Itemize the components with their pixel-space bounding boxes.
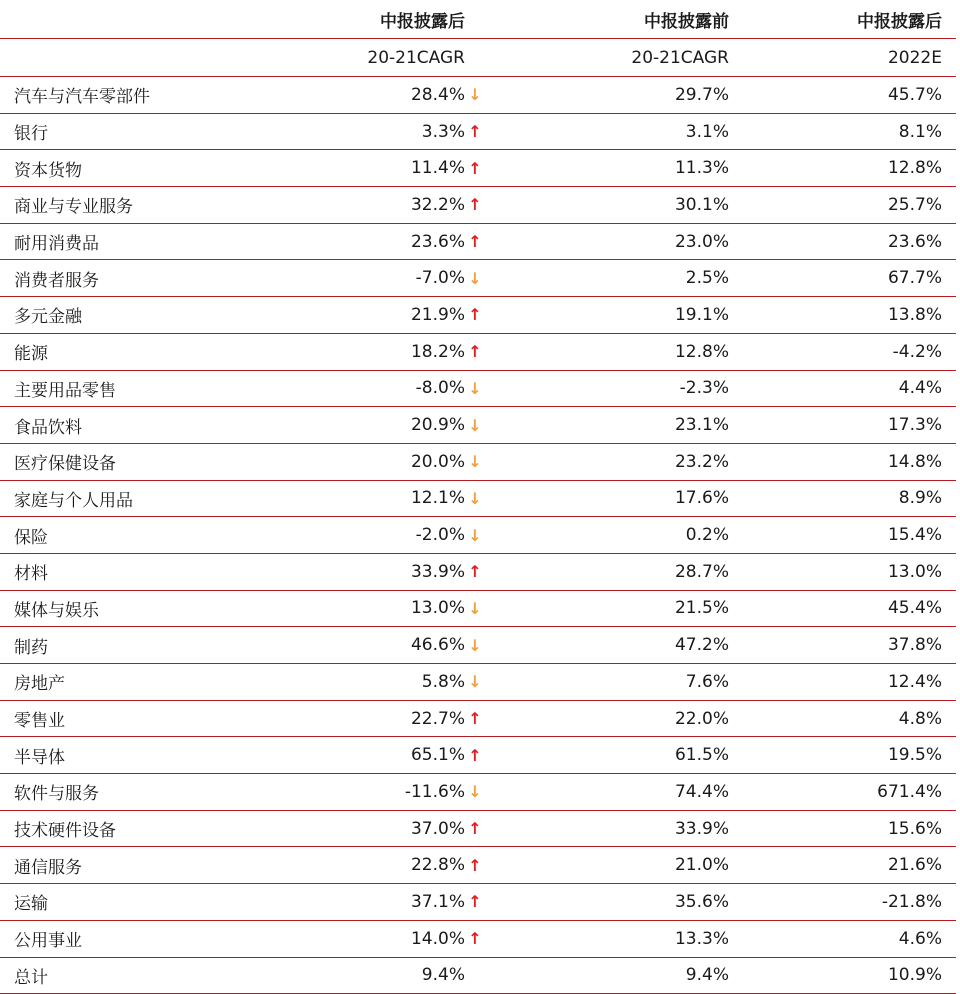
estimate-2022e-value: 13.0% — [735, 553, 956, 590]
industry-name: 运输 — [0, 884, 290, 921]
after-cagr-value: 32.2% — [410, 194, 465, 215]
before-cagr-value: 12.8% — [512, 333, 735, 370]
after-cagr-value: 11.4% — [410, 158, 465, 179]
industry-name: 零售业 — [0, 700, 290, 737]
after-cagr-cell — [290, 370, 512, 407]
before-cagr-value: 30.1% — [512, 187, 735, 224]
before-cagr-value: 19.1% — [512, 297, 735, 334]
before-cagr-value: 23.1% — [512, 407, 735, 444]
industry-name: 总计 — [0, 957, 290, 994]
arrow-up-icon: ↑ — [468, 745, 482, 765]
after-cagr-cell — [290, 77, 512, 114]
after-cagr-cell — [290, 150, 512, 187]
after-cagr-cell — [290, 590, 512, 627]
estimate-2022e-value: 4.4% — [735, 370, 956, 407]
after-cagr-value: 46.6% — [410, 635, 465, 656]
after-cagr-cell — [290, 407, 512, 444]
after-cagr-cell — [290, 187, 512, 224]
after-cagr-cell — [290, 810, 512, 847]
after-cagr-value: 20.0% — [410, 451, 465, 472]
before-cagr-value: 2.5% — [512, 260, 735, 297]
before-cagr-value: 33.9% — [512, 810, 735, 847]
table-row — [0, 590, 956, 627]
before-cagr-value: 21.0% — [512, 847, 735, 884]
arrow-down-icon: ↓ — [468, 378, 482, 398]
industry-name: 房地产 — [0, 664, 290, 701]
after-cagr-cell — [290, 480, 512, 517]
arrow-up-icon: ↑ — [468, 709, 482, 729]
after-cagr-cell — [290, 113, 512, 150]
table-row — [0, 553, 956, 590]
after-cagr-value: 23.6% — [410, 231, 465, 252]
after-cagr-cell — [290, 664, 512, 701]
after-cagr-value: -8.0% — [415, 378, 465, 399]
before-cagr-value: 9.4% — [512, 957, 735, 994]
after-cagr-value: 28.4% — [410, 84, 465, 105]
arrow-down-icon: ↓ — [468, 488, 482, 508]
after-cagr-value: 5.8% — [421, 671, 465, 692]
arrow-down-icon: ↓ — [468, 415, 482, 435]
after-cagr-value: 9.4% — [421, 965, 465, 986]
before-cagr-value: 22.0% — [512, 700, 735, 737]
before-cagr-value: 29.7% — [512, 77, 735, 114]
before-cagr-value: 23.2% — [512, 443, 735, 480]
after-cagr-cell — [290, 920, 512, 957]
industry-name: 公用事业 — [0, 920, 290, 957]
estimate-2022e-value: 4.6% — [735, 920, 956, 957]
after-cagr-cell — [290, 260, 512, 297]
before-cagr-value: 11.3% — [512, 150, 735, 187]
after-cagr-cell — [290, 553, 512, 590]
arrow-up-icon: ↑ — [468, 929, 482, 949]
before-cagr-value: 17.6% — [512, 480, 735, 517]
table-row — [0, 957, 956, 994]
industry-name: 多元金融 — [0, 297, 290, 334]
after-cagr-cell — [290, 737, 512, 774]
table-row — [0, 370, 956, 407]
industry-name: 软件与服务 — [0, 774, 290, 811]
table-row — [0, 664, 956, 701]
after-cagr-value: 14.0% — [410, 928, 465, 949]
table-row — [0, 847, 956, 884]
table-row — [0, 627, 956, 664]
before-cagr-value: 47.2% — [512, 627, 735, 664]
industry-name: 耐用消费品 — [0, 223, 290, 260]
industry-name: 制药 — [0, 627, 290, 664]
table-row — [0, 920, 956, 957]
industry-name: 保险 — [0, 517, 290, 554]
before-cagr-value: 35.6% — [512, 884, 735, 921]
estimate-2022e-value: 12.8% — [735, 150, 956, 187]
after-cagr-value: 22.7% — [410, 708, 465, 729]
arrow-down-icon: ↓ — [468, 782, 482, 802]
estimate-2022e-value: 15.6% — [735, 810, 956, 847]
estimate-2022e-value: 19.5% — [735, 737, 956, 774]
table-row — [0, 297, 956, 334]
table-row — [0, 113, 956, 150]
estimate-2022e-value: -4.2% — [735, 333, 956, 370]
industry-name: 技术硬件设备 — [0, 810, 290, 847]
after-cagr-cell — [290, 333, 512, 370]
after-cagr-value: 21.9% — [410, 304, 465, 325]
before-cagr-value: 23.0% — [512, 223, 735, 260]
table-row — [0, 187, 956, 224]
industry-name: 银行 — [0, 113, 290, 150]
header-cagr-after: 20-21CAGR — [290, 39, 512, 77]
industry-name: 医疗保健设备 — [0, 443, 290, 480]
estimate-2022e-value: 45.7% — [735, 77, 956, 114]
table-row — [0, 700, 956, 737]
table-row — [0, 223, 956, 260]
table-row — [0, 480, 956, 517]
after-cagr-value: 18.2% — [410, 341, 465, 362]
arrow-down-icon: ↓ — [468, 268, 482, 288]
header-before-disclosure: 中报披露前 — [512, 0, 735, 39]
after-cagr-cell — [290, 847, 512, 884]
after-cagr-cell — [290, 774, 512, 811]
before-cagr-value: -2.3% — [512, 370, 735, 407]
after-cagr-cell — [290, 443, 512, 480]
arrow-up-icon: ↑ — [468, 562, 482, 582]
header-2022e: 2022E — [735, 39, 956, 77]
before-cagr-value: 28.7% — [512, 553, 735, 590]
arrow-down-icon: ↓ — [468, 672, 482, 692]
table-header — [0, 0, 956, 77]
header-blank — [0, 0, 290, 39]
header-row-period — [0, 0, 956, 39]
after-cagr-value: 13.0% — [410, 598, 465, 619]
estimate-2022e-value: 23.6% — [735, 223, 956, 260]
after-cagr-value: 22.8% — [410, 855, 465, 876]
table-row — [0, 407, 956, 444]
table-row — [0, 517, 956, 554]
arrow-up-icon: ↑ — [468, 819, 482, 839]
after-cagr-value: 65.1% — [410, 745, 465, 766]
estimate-2022e-value: 12.4% — [735, 664, 956, 701]
after-cagr-cell — [290, 297, 512, 334]
table-row — [0, 77, 956, 114]
after-cagr-value: 37.1% — [410, 891, 465, 912]
table-row — [0, 150, 956, 187]
table-row — [0, 737, 956, 774]
arrow-down-icon: ↓ — [468, 525, 482, 545]
industry-name: 商业与专业服务 — [0, 187, 290, 224]
industry-name: 半导体 — [0, 737, 290, 774]
header-after-disclosure: 中报披露后 — [290, 0, 512, 39]
estimate-2022e-value: 67.7% — [735, 260, 956, 297]
estimate-2022e-value: 8.9% — [735, 480, 956, 517]
table-row — [0, 333, 956, 370]
estimate-2022e-value: 671.4% — [735, 774, 956, 811]
after-cagr-value: 12.1% — [410, 488, 465, 509]
after-cagr-value: -2.0% — [415, 525, 465, 546]
after-cagr-value: 37.0% — [410, 818, 465, 839]
estimate-2022e-value: 37.8% — [735, 627, 956, 664]
industry-name: 媒体与娱乐 — [0, 590, 290, 627]
after-cagr-cell — [290, 627, 512, 664]
arrow-down-icon: ↓ — [468, 598, 482, 618]
table-row — [0, 884, 956, 921]
before-cagr-value: 0.2% — [512, 517, 735, 554]
table-row — [0, 443, 956, 480]
industry-name: 能源 — [0, 333, 290, 370]
industry-name: 食品饮料 — [0, 407, 290, 444]
before-cagr-value: 13.3% — [512, 920, 735, 957]
industry-name: 家庭与个人用品 — [0, 480, 290, 517]
arrow-up-icon: ↑ — [468, 195, 482, 215]
arrow-up-icon: ↑ — [468, 122, 482, 142]
estimate-2022e-value: 13.8% — [735, 297, 956, 334]
arrow-up-icon: ↑ — [468, 855, 482, 875]
after-cagr-value: -11.6% — [404, 781, 465, 802]
industry-name: 汽车与汽车零部件 — [0, 77, 290, 114]
table-row — [0, 810, 956, 847]
industry-name: 资本货物 — [0, 150, 290, 187]
after-cagr-value: 33.9% — [410, 561, 465, 582]
header-after-disclosure-2022e: 中报披露后 — [735, 0, 956, 39]
estimate-2022e-value: 14.8% — [735, 443, 956, 480]
arrow-up-icon: ↑ — [468, 892, 482, 912]
estimate-2022e-value: 10.9% — [735, 957, 956, 994]
header-cagr-before: 20-21CAGR — [512, 39, 735, 77]
after-cagr-cell — [290, 223, 512, 260]
after-cagr-value: 3.3% — [421, 121, 465, 142]
estimate-2022e-value: 21.6% — [735, 847, 956, 884]
arrow-up-icon: ↑ — [468, 342, 482, 362]
arrow-up-icon: ↑ — [468, 158, 482, 178]
arrow-down-icon: ↓ — [468, 85, 482, 105]
estimate-2022e-value: 4.8% — [735, 700, 956, 737]
header-row-metric — [0, 39, 956, 77]
industry-name: 主要用品零售 — [0, 370, 290, 407]
table-row — [0, 260, 956, 297]
estimate-2022e-value: -21.8% — [735, 884, 956, 921]
estimate-2022e-value: 17.3% — [735, 407, 956, 444]
industry-name: 通信服务 — [0, 847, 290, 884]
industry-name: 材料 — [0, 553, 290, 590]
estimate-2022e-value: 8.1% — [735, 113, 956, 150]
after-cagr-cell — [290, 700, 512, 737]
table-body — [0, 77, 956, 994]
after-cagr-value: 20.9% — [410, 415, 465, 436]
before-cagr-value: 3.1% — [512, 113, 735, 150]
before-cagr-value: 61.5% — [512, 737, 735, 774]
header-blank — [0, 39, 290, 77]
after-cagr-cell — [290, 517, 512, 554]
estimate-2022e-value: 25.7% — [735, 187, 956, 224]
after-cagr-value: -7.0% — [415, 268, 465, 289]
arrow-up-icon: ↑ — [468, 232, 482, 252]
before-cagr-value: 21.5% — [512, 590, 735, 627]
arrow-down-icon: ↓ — [468, 635, 482, 655]
industry-name: 消费者服务 — [0, 260, 290, 297]
before-cagr-value: 7.6% — [512, 664, 735, 701]
after-cagr-cell — [290, 957, 512, 994]
arrow-up-icon: ↑ — [468, 305, 482, 325]
arrow-down-icon: ↓ — [468, 452, 482, 472]
after-cagr-cell — [290, 884, 512, 921]
table-row — [0, 774, 956, 811]
estimate-2022e-value: 45.4% — [735, 590, 956, 627]
estimate-2022e-value: 15.4% — [735, 517, 956, 554]
before-cagr-value: 74.4% — [512, 774, 735, 811]
